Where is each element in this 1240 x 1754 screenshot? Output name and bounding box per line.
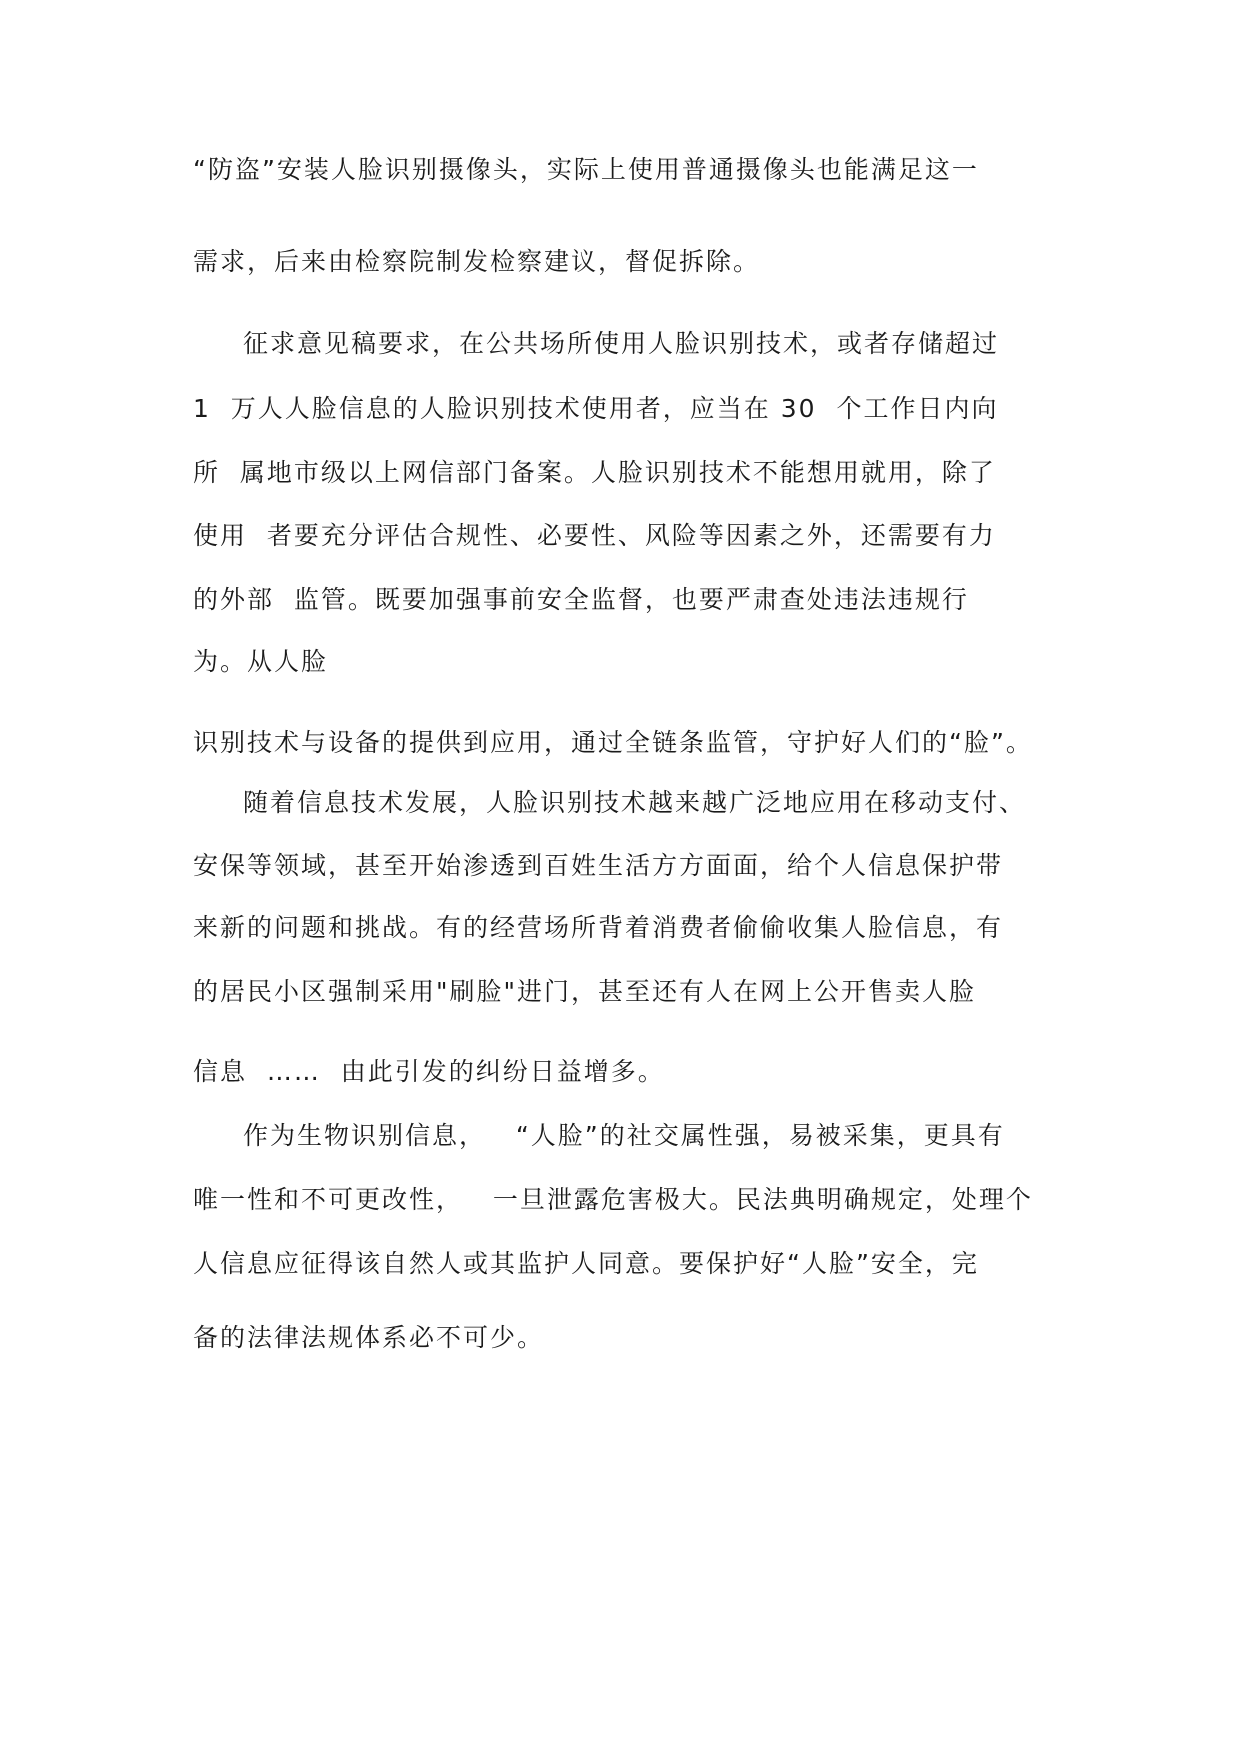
text-line: 使用 者要充分评估合规性、必要性、风险等因素之外，还需要有力 — [193, 521, 996, 550]
text-line: “防盗”安装人脸识别摄像头，实际上使用普通摄像头也能满足这一 — [193, 155, 979, 184]
text-line: 随着信息技术发展，人脸识别技术越来越广泛地应用在移动支付、 — [243, 788, 1027, 817]
text-line: 唯一性和不可更改性， 一旦泄露危害极大。民法典明确规定，处理个 — [193, 1185, 1033, 1214]
text-line: 的居民小区强制采用"刷脸"进门，甚至还有人在网上公开售卖人脸 — [193, 977, 977, 1006]
text-line: 的外部 监管。既要加强事前安全监督，也要严肃查处违法违规行 — [193, 585, 969, 614]
text-line: 备的法律法规体系必不可少。 — [193, 1323, 545, 1352]
text-line: 来新的问题和挑战。有的经营场所背着消费者偷偷收集人脸信息，有 — [193, 913, 1004, 942]
text-line: 所 属地市级以上网信部门备案。人脸识别技术不能想用就用，除了 — [193, 458, 996, 487]
text-line: 作为生物识别信息， “人脸”的社交属性强，易被采集，更具有 — [243, 1121, 1005, 1150]
text-line: 为。从人脸 — [193, 647, 329, 676]
text-line: 需求，后来由检察院制发检察建议，督促拆除。 — [193, 247, 761, 276]
text-line: 征求意见稿要求，在公共场所使用人脸识别技术，或者存储超过 — [243, 329, 1000, 358]
text-line: 信息 …… 由此引发的纠纷日益增多。 — [193, 1057, 665, 1086]
text-line: 安保等领域，甚至开始渗透到百姓生活方方面面，给个人信息保护带 — [193, 851, 1004, 880]
text-line: 人信息应征得该自然人或其监护人同意。要保护好“人脸”安全，完 — [193, 1249, 979, 1278]
text-line: 1 万人人脸信息的人脸识别技术使用者，应当在 30 个工作日内向 — [193, 394, 999, 423]
text-line: 识别技术与设备的提供到应用，通过全链条监管，守护好人们的“脸”。 — [193, 728, 1033, 757]
